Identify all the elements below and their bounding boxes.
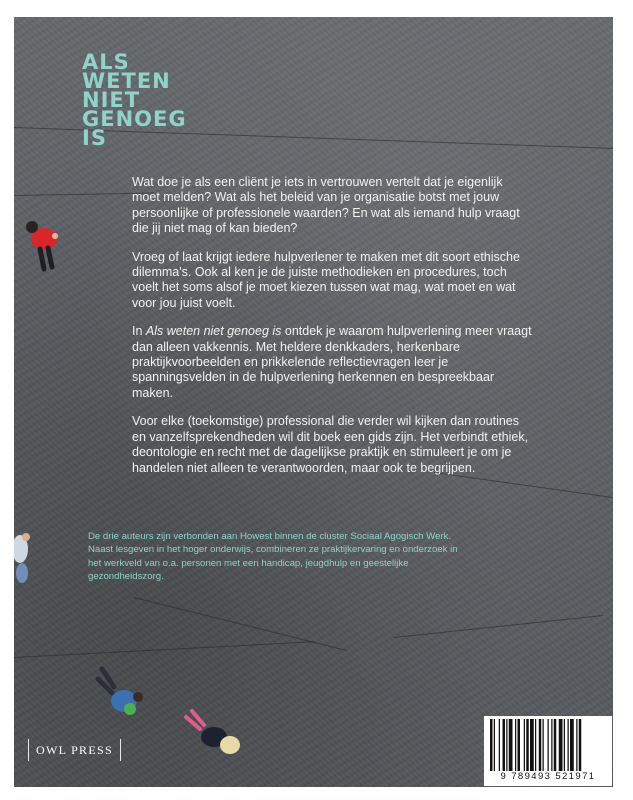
barcode-bar: [559, 719, 563, 771]
blurb-text: In: [132, 324, 146, 339]
barcode-bar: [524, 719, 525, 771]
barcode-bar: [526, 719, 529, 771]
asphalt-crack: [134, 597, 348, 651]
blurb: [132, 175, 532, 489]
barcode-bars: [490, 719, 606, 771]
blurb-paragraph: Wat doe je als een cliënt je iets in vertrouwen vertelt dat je eigenlijk moet melden? Wat als het beleid van je organisatie botst met jouw persoonlijke of professionele waarden? En wat als iemand hulp vraagt die jij niet mag of kan bieden?: [132, 175, 520, 236]
blurb-paragraph: [132, 324, 532, 401]
title-line: ALS: [82, 50, 130, 74]
barcode-bar: [509, 719, 513, 771]
barcode-bar: [499, 719, 500, 771]
book-title: [82, 50, 187, 150]
publisher-name: OWL PRESS: [36, 742, 113, 757]
barcode-bar: [490, 719, 493, 771]
isbn-barcode: [484, 716, 612, 786]
person-blonde-hair-illustration: [182, 707, 246, 761]
barcode-bar: [503, 719, 506, 771]
barcode-bar: [535, 719, 536, 771]
title-line: NIET: [82, 88, 141, 112]
isbn-number: 9 789493 521971: [500, 771, 596, 782]
title-line: GENOEG: [82, 107, 187, 131]
barcode-bar: [518, 719, 521, 771]
person-left-edge-illustration: [14, 529, 38, 593]
barcode-bar: [543, 719, 544, 771]
person-red-jacket-illustration: [14, 217, 66, 277]
asphalt-crack: [14, 641, 314, 658]
publisher-logo: [28, 739, 121, 761]
blurb-paragraph: Voor elke (toekomstige) professional die verder wil kijken dan routines en vanzelfsprekendheden wil dit boek een gids zijn. Het verbindt ethiek, deontologie en recht met de dagelijkse praktijk en stimuleert je om je handelen niet alleen te verantwoorden, maar ook te begrijpen.: [132, 414, 529, 475]
logo-divider: [120, 739, 121, 761]
person-blue-shirt-illustration: [94, 665, 150, 725]
author-note: De drie auteurs zijn verbonden aan Howest binnen de cluster Sociaal Agogisch Werk. Naast lesgeven in het hoger onderwijs, combineren ze praktijkervaring en onderzoek in het werkveld van o.a. personen met een handicap, jeugdhulp en geestelijke gezondheidszorg.: [88, 531, 458, 583]
barcode-bar: [494, 719, 495, 771]
barcode-bar: [554, 719, 557, 771]
barcode-bar: [570, 719, 574, 771]
barcode-bar: [568, 719, 569, 771]
blurb-paragraph: Vroeg of laat krijgt iedere hulpverlener te maken met dit soort ethische dilemma's. Ook al ken je de juiste methodieken en procedures, toch voelt het soms alsof je moet kiezen tussen wat mag, wat moet en wat voor jou juist voelt.: [132, 249, 520, 310]
barcode-bar: [506, 719, 507, 771]
book-title-reference: Als weten niet genoeg is: [145, 324, 282, 339]
barcode-bar: [564, 719, 565, 771]
barcode-bar: [576, 719, 577, 771]
title-line: WETEN: [82, 69, 171, 93]
barcode-bar: [530, 719, 534, 771]
blurb-text: ontdek je waarom hulpverlening meer vraagt dan alleen vakkennis. Met heldere denkkaders, herkenbare praktijkvoorbeelden en prikkelende reflectievragen leer je spanningsvelden in de hulpverlening herkennen en bespreekbaar maken.: [132, 324, 532, 400]
title-line: IS: [82, 126, 107, 150]
barcode-bar: [539, 719, 542, 771]
barcode-bar: [551, 719, 552, 771]
barcode-bar: [579, 719, 582, 771]
back-cover: [14, 17, 613, 787]
barcode-bar: [515, 719, 516, 771]
asphalt-crack: [394, 615, 603, 638]
barcode-bar: [548, 719, 549, 771]
